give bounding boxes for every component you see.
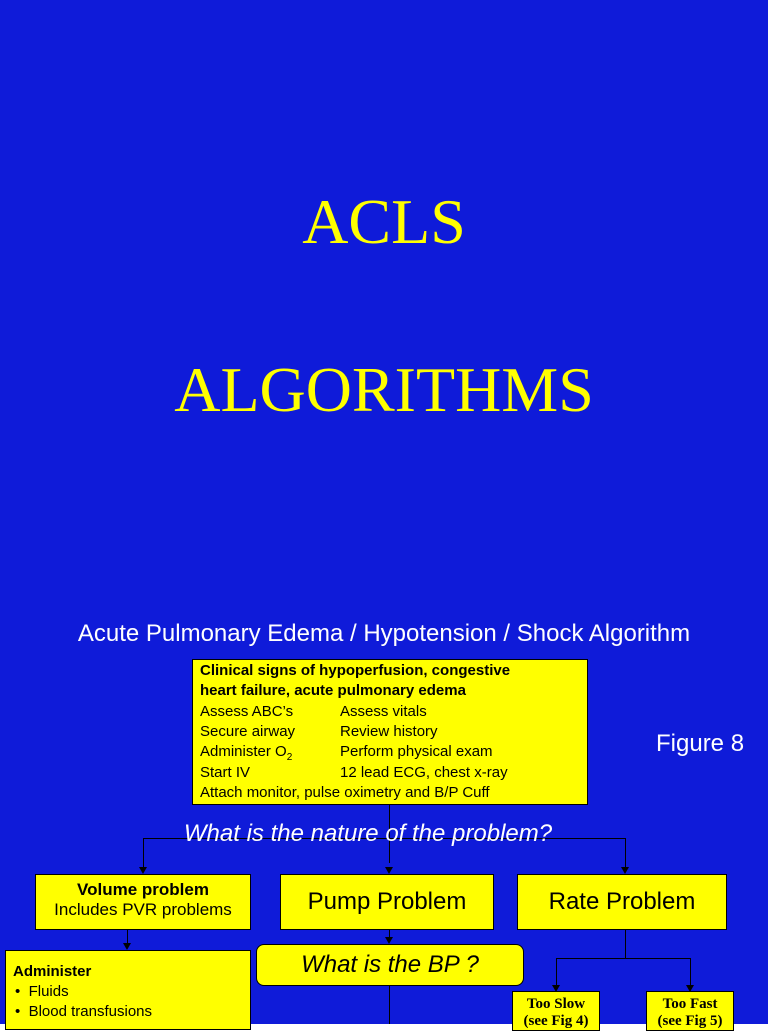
administer-item-blood-text: Blood transfusions xyxy=(28,1003,152,1020)
administer-item-fluids-text: Fluids xyxy=(28,983,69,1000)
bp-question-box: What is the BP ? xyxy=(256,944,524,986)
too-slow-box xyxy=(512,991,600,1031)
volume-problem-box xyxy=(35,874,251,930)
connector-rate-split xyxy=(556,958,690,959)
assess-vitals-text: Assess vitals xyxy=(340,703,427,720)
algorithm-slide xyxy=(0,597,768,1029)
assess-row xyxy=(200,703,293,720)
too-fast-ref: (see Fig 5) xyxy=(657,1013,723,1029)
connector-to-slow xyxy=(556,958,557,986)
arrow-to-bp xyxy=(385,937,393,944)
attach-monitor-text: Attach monitor, pulse oximetry and B/P Cuff xyxy=(200,784,490,801)
arrow-to-pump xyxy=(385,867,393,874)
clinical-signs-box xyxy=(192,659,588,805)
rate-problem-box: Rate Problem xyxy=(517,874,727,930)
physical-exam-text: Perform physical exam xyxy=(340,743,493,760)
arrow-to-rate xyxy=(621,867,629,874)
administer-o-label: Administer O xyxy=(200,743,287,760)
slide-title-algorithms: ALGORITHMS xyxy=(174,354,594,425)
arrow-to-administer xyxy=(123,943,131,950)
connector-volume-down xyxy=(127,930,128,944)
secure-airway-text: Secure airway xyxy=(200,723,296,740)
o2-subscript: 2 xyxy=(286,752,293,763)
ecg-xray-text: 12 lead ECG, chest x-ray xyxy=(340,764,508,781)
administer-item-blood: • Blood transfusions xyxy=(15,1003,152,1020)
administer-box xyxy=(5,950,251,1030)
assess-abcs-text: Assess ABC’s xyxy=(200,703,294,720)
start-iv-text: Start IV xyxy=(200,764,251,781)
connector-to-fast xyxy=(690,958,691,986)
clinical-signs-title-1: Clinical signs of hypoperfusion, congestive xyxy=(200,662,511,679)
algorithm-heading: Acute Pulmonary Edema / Hypotension / Shock Algorithm xyxy=(77,620,691,647)
connector-bp-down xyxy=(389,986,390,1024)
administer-item-fluids: • Fluids xyxy=(15,983,69,1000)
figure-label: Figure 8 xyxy=(656,730,745,757)
slide-title-acls: ACLS xyxy=(302,186,466,257)
volume-problem-title: Volume problem xyxy=(77,880,209,899)
too-slow-ref: (see Fig 4) xyxy=(523,1013,589,1029)
review-history-text: Review history xyxy=(340,723,438,740)
volume-problem-subtitle: Includes PVR problems xyxy=(54,900,232,919)
nature-question: What is the nature of the problem? xyxy=(183,820,553,847)
administer-o2-text xyxy=(200,743,292,766)
clinical-signs-title-2: heart failure, acute pulmonary edema xyxy=(200,682,466,699)
too-slow-title: Too Slow xyxy=(526,996,586,1012)
too-fast-box xyxy=(646,991,734,1031)
connector-rate-down xyxy=(625,930,626,958)
too-fast-title: Too Fast xyxy=(662,996,718,1012)
arrow-to-volume xyxy=(139,867,147,874)
pump-problem-box: Pump Problem xyxy=(280,874,494,930)
administer-title: Administer xyxy=(13,963,92,980)
